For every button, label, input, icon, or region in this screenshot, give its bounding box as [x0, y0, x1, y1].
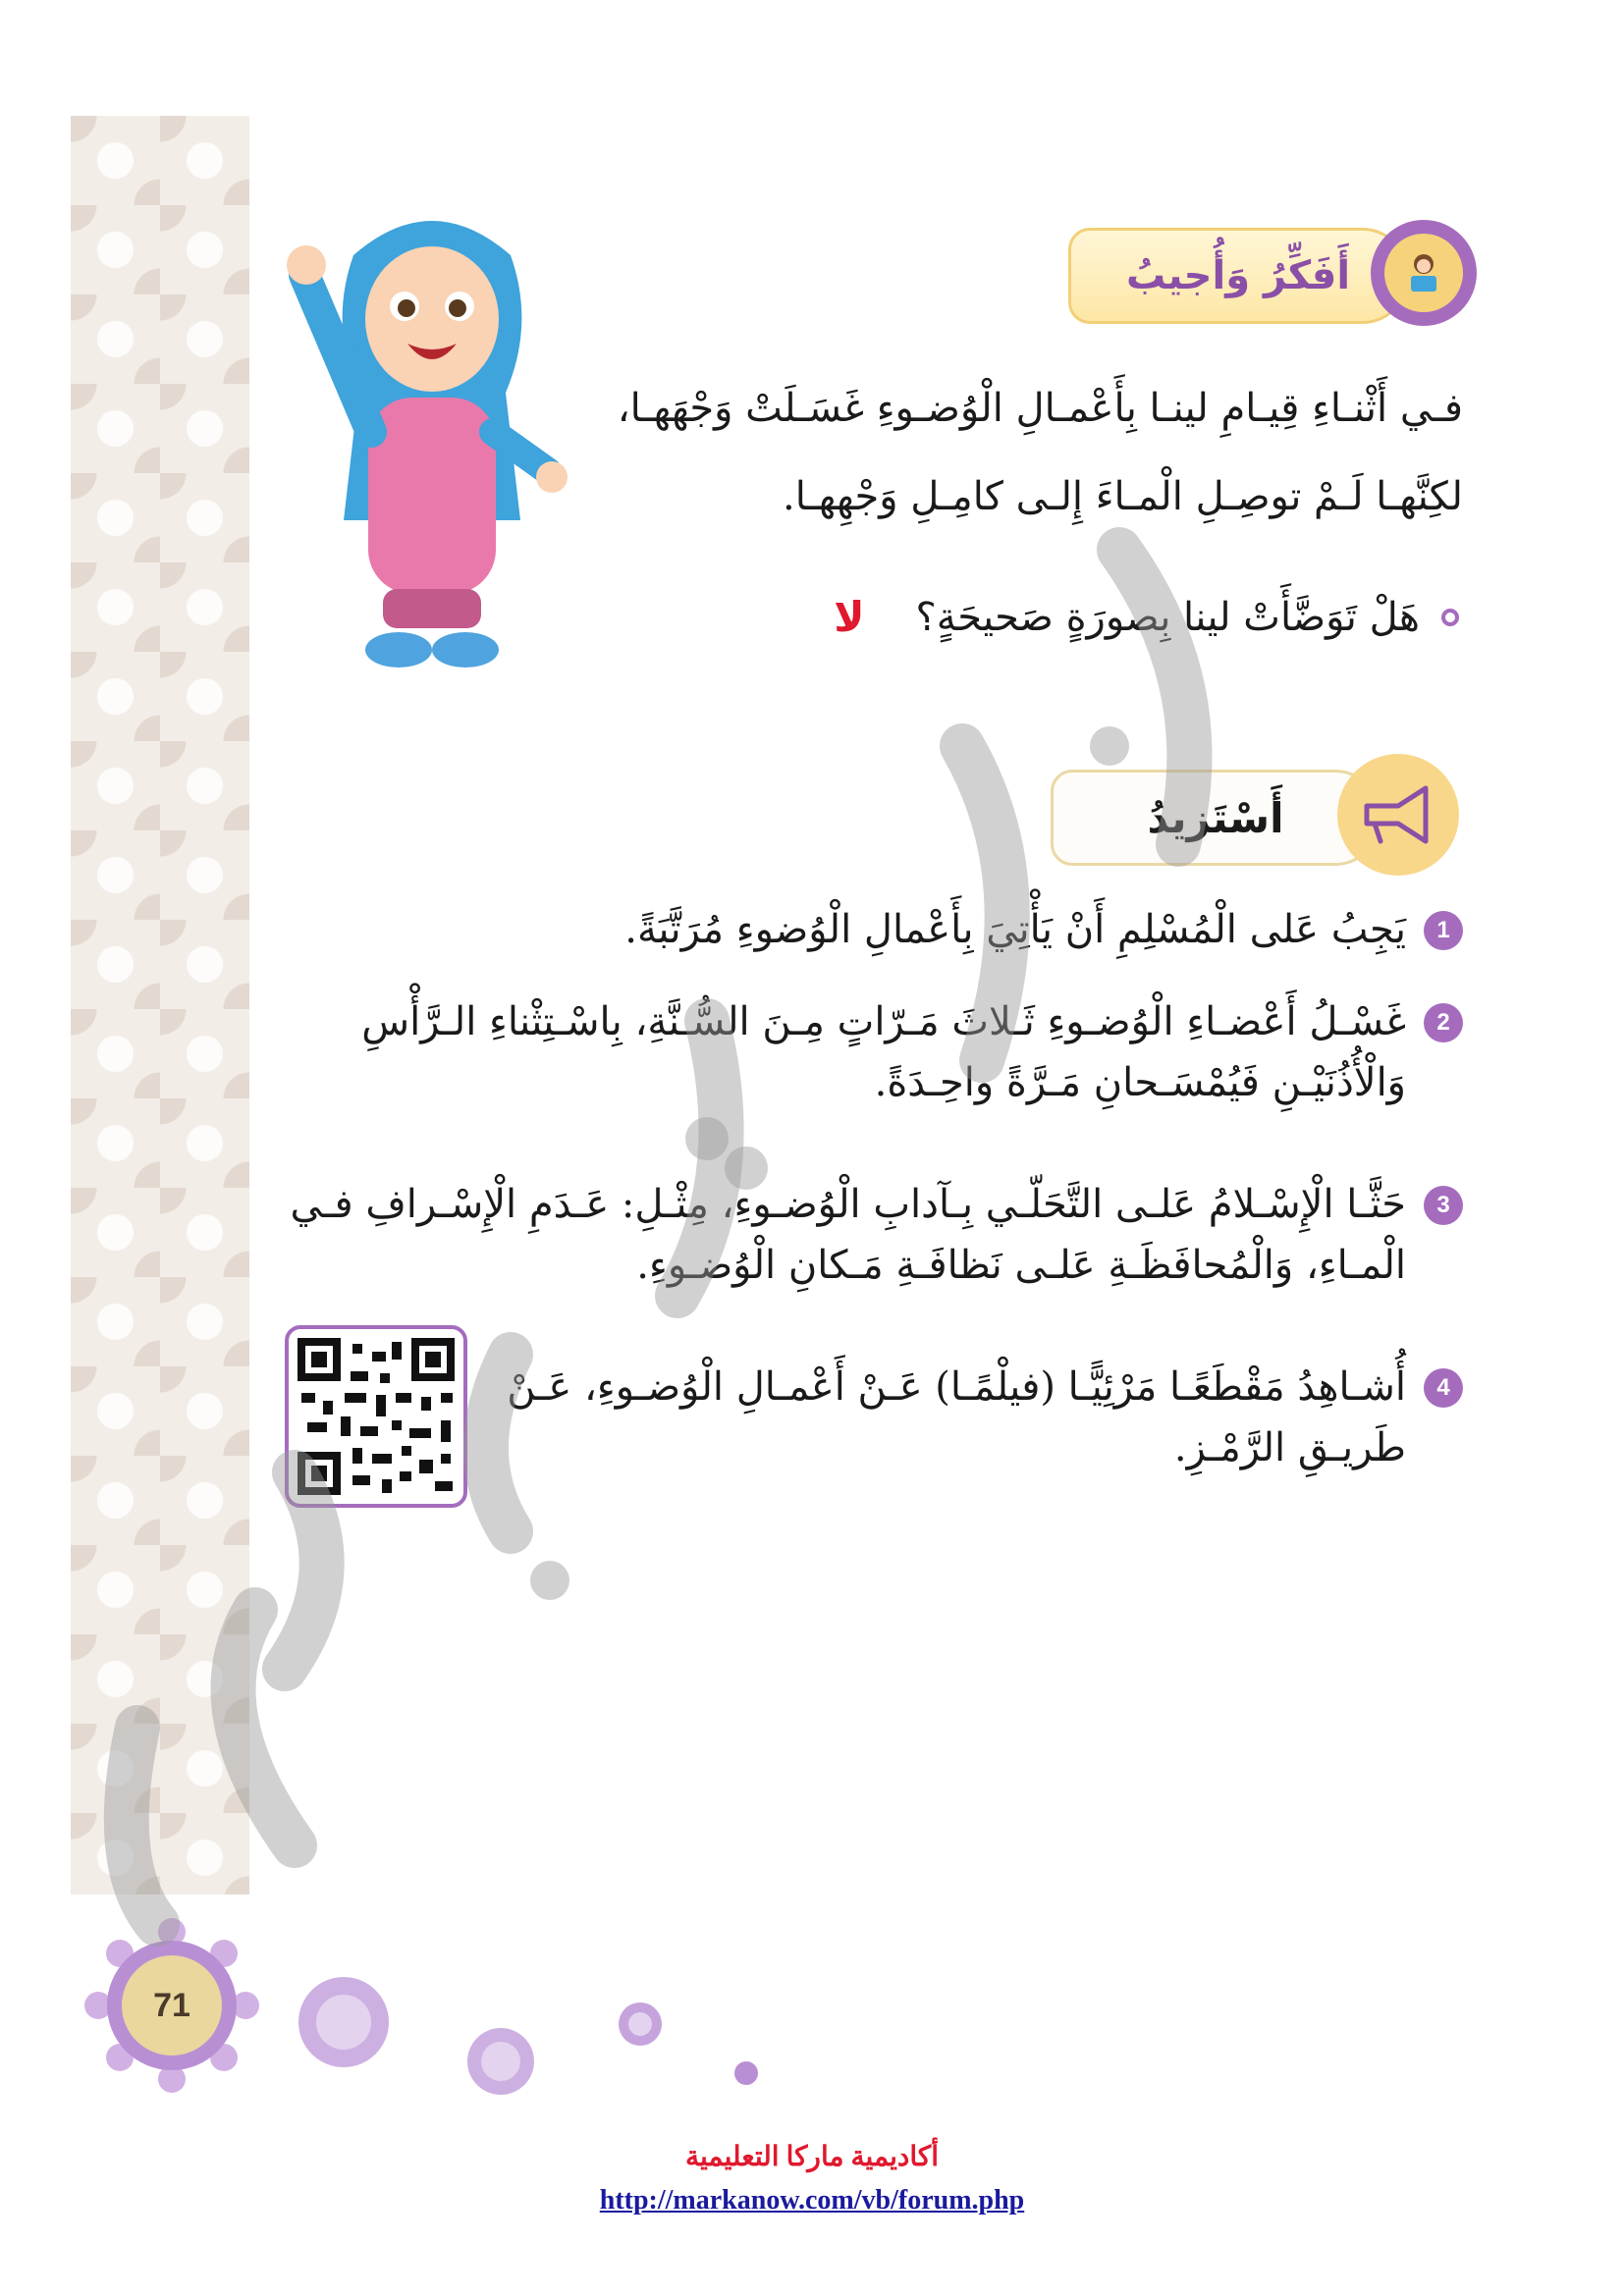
- decorative-side-strip: [71, 116, 249, 1895]
- think-question-row: [834, 593, 1459, 641]
- think-paragraph-line-1: فـي أَثْنـاءِ قِيـامِ لينـا بِأَعْمـالِ الْوُضـوءِ غَسَـلَتْ وَجْهَهـا،: [617, 386, 1463, 431]
- think-paragraph-line-2: لكِنَّهـا لَـمْ توصِـلِ الْمـاءَ إِلـى كامِـلِ وَجْهِهـا.: [783, 474, 1463, 519]
- bullet-icon: [1441, 609, 1459, 626]
- list-item-3: [245, 1174, 1463, 1296]
- think-answer-title: أَفَكِّرُ وَأُجيبُ: [1068, 228, 1408, 324]
- reading-girl-icon: [1371, 220, 1477, 326]
- footer-title: أكاديمية ماركا التعليمية: [684, 2142, 940, 2172]
- think-answer-header: [1064, 220, 1477, 328]
- page-number-badge: [84, 1918, 259, 2093]
- girl-illustration: [285, 196, 579, 687]
- think-question: هَلْ تَوَضَّأَتْ لينا بِصورَةٍ صَحيحَةٍ؟: [915, 594, 1420, 640]
- item-text: يَجِبُ عَلى الْمُسْلِمِ أَنْ يَأْتِيَ بِأَعْمالِ الْوُضوءِ مُرَتَّبَةً.: [624, 907, 1406, 952]
- qr-code-icon: [298, 1338, 455, 1495]
- list-item-4: [481, 1357, 1463, 1478]
- qr-code[interactable]: [285, 1325, 467, 1508]
- item-text: أُشـاهِدُ مَقْطَعًـا مَرْئِيًّـا (فيلْمًـا) عَـنْ أَعْمـالِ الْوُضـوءِ، عَـنْ طَريـقِ الرَّمْـزِ.: [507, 1364, 1406, 1470]
- list-item-2: [245, 991, 1463, 1113]
- item-text: حَثَّـا الْإِسْـلامُ عَلـى التَّحَلّـي بِـآدابِ الْوُضـوءِ، مِثْـلِ: عَـدَمِ الْإِسْـرافِ فـي الْمـاءِ، وَالْمُحافَظَـةِ عَلـى نَظافَـةِ مَـكانِ الْوُضـوءِ.: [290, 1182, 1406, 1288]
- footer-link[interactable]: http://markanow.com/vb/forum.php: [599, 2185, 1025, 2216]
- item-number: 2: [1424, 1003, 1463, 1042]
- megaphone-icon: [1337, 754, 1459, 876]
- learn-more-title: أَسْتَزيدُ: [1051, 770, 1380, 866]
- think-answer: لا: [834, 593, 865, 641]
- item-number: 4: [1424, 1368, 1463, 1408]
- item-number: 3: [1424, 1186, 1463, 1225]
- page-number: 71: [122, 1955, 222, 2056]
- item-number: 1: [1424, 911, 1463, 950]
- decorative-flowers: [285, 1963, 776, 2110]
- learn-more-header: [1037, 754, 1459, 876]
- item-text: غَسْـلُ أَعْضـاءِ الْوُضـوءِ ثَـلاثَ مَـرّاتٍ مِـنَ السُّـنَّةِ، بِاسْـتِثْناءِ الـرَّأْسِ وَالْأُذُنَيْـنِ فَيُمْسَـحانِ مَـرَّةً واحِـدَةً.: [361, 999, 1406, 1105]
- list-item-1: [245, 899, 1463, 960]
